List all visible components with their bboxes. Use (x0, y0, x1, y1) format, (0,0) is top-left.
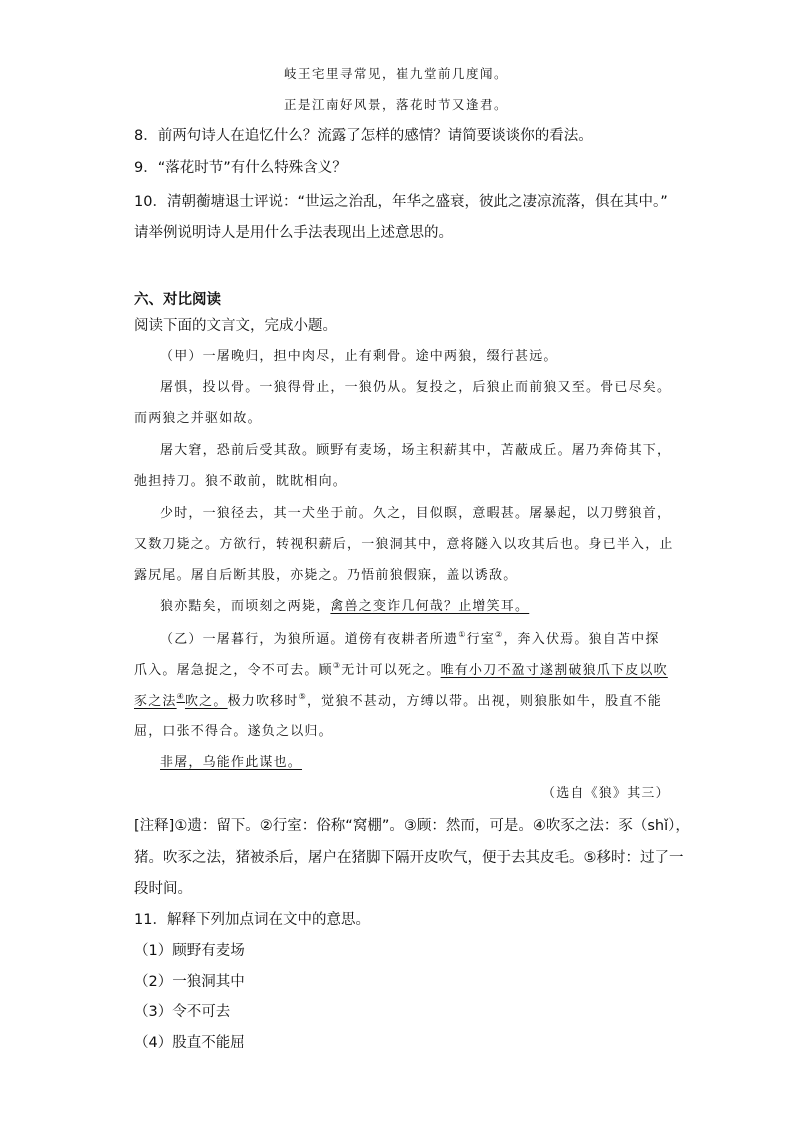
passage-yi-line-3-underlined-a: 豕之法 (134, 694, 177, 709)
passage-jia-p4-line-1: 少时，一狼径去，其一犬坐于前。久之，目似瞑，意暇甚。屠暴起，以刀劈狼首， (160, 506, 672, 521)
passage-yi-line-1 (160, 631, 660, 646)
passage-jia-p4-line-3: 露尻尾。屠自后断其股，亦毙之。乃悟前狼假寐，盖以诱敌。 (134, 568, 518, 583)
passage-yi-line-5: 非屠，乌能作此谋也。 (160, 755, 303, 770)
notes-line-1: [注释]①遗：留下。②行室：俗称“窝棚”。③顾：然而，可是。④吹豕之法：豕（shǐ）， (134, 818, 690, 834)
question-11-stem: 11．解释下列加点词在文中的意思。 (134, 912, 370, 928)
passage-jia-p5-underlined: 禽兽之变诈几何哉？止增笑耳。 (330, 599, 530, 614)
passage-jia-p5 (160, 600, 529, 613)
notes-line-3: 段时间。 (134, 881, 192, 897)
passage-yi-line-2-underlined: 唯有小刀不盈寸遂割破狼爪下皮以吹 (440, 663, 668, 678)
source-citation: （选自《狼》其三） (542, 786, 670, 801)
notes-line-2: 猪。吹豕之法，猪被杀后，屠户在猪脚下隔开皮吹气，便于去其皮毛。⑤移时：过了一 (134, 850, 684, 866)
question-11-item-3: （3）令不可去 (134, 1004, 231, 1020)
passage-yi-line-1-b: 行室 (466, 632, 495, 647)
passage-jia-p3-line-2: 弛担持刀。狼不敢前，眈眈相向。 (134, 474, 348, 489)
section-instruction: 阅读下面的文言文，完成小题。 (134, 318, 337, 334)
passage-jia-p5-plain: 狼亦黠矣，而顷刻之两毙， (160, 599, 331, 614)
passage-jia-p2-line-1: 屠惧，投以骨。一狼得骨止，一狼仍从。复投之，后狼止而前狼又至。骨已尽矣。 (160, 380, 672, 395)
passage-jia-p2-line-2: 而两狼之并驱如故。 (134, 411, 262, 426)
note-ref-1: ① (458, 630, 467, 639)
note-ref-4: ④ (176, 692, 185, 701)
note-ref-5: ⑤ (298, 692, 307, 701)
question-11-item-2: （2）一狼洞其中 (134, 974, 245, 990)
passage-yi-line-2-b: 无计可以死之。 (341, 663, 441, 678)
passage-yi-line-3-underlined-b: 吹之。 (184, 694, 228, 709)
passage-jia-p3-line-1: 屠大窘，恐前后受其敌。顾野有麦场，场主积薪其中，苫蔽成丘。屠乃奔倚其下， (160, 443, 672, 458)
poem-line-1: 岐王宅里寻常见，崔九堂前几度闻。 (284, 66, 509, 81)
question-10-line-1: 10．清朝蘅塘退士评说：“世运之治乱，年华之盛衰，彼此之凄凉流落，俱在其中。” (134, 194, 668, 210)
passage-jia-p1: （甲）一屠晚归，担中肉尽，止有剩骨。途中两狼，缀行甚远。 (160, 349, 558, 364)
passage-yi-line-3-b: ，觉狼不甚动，方缚以带。出视，则狼胀如牛，股直不能 (306, 694, 662, 709)
question-11-item-1: （1）顾野有麦场 (134, 943, 245, 959)
poem-line-2: 正是江南好风景，落花时节又逢君。 (284, 97, 509, 112)
passage-yi-line-4: 屈，口张不得合。遂负之以归。 (134, 724, 333, 739)
question-9: 9．“落花时节”有什么特殊含义？ (134, 160, 347, 176)
note-ref-3: ③ (332, 661, 342, 670)
question-10-line-2: 请举例说明诗人是用什么手法表现出上述意思的。 (134, 225, 453, 241)
passage-yi-line-2-a: 爪入。屠急捉之，令不可去。顾 (134, 663, 333, 678)
passage-yi-line-1-c: ，奔入伏焉。狼自苫中探 (503, 632, 660, 647)
passage-yi-line-1-a: （乙）一屠暮行，为狼所逼。道傍有夜耕者所遗 (160, 632, 459, 647)
section-title: 六、对比阅读 (134, 292, 221, 308)
question-8: 8．前两句诗人在追忆什么？流露了怎样的感情？请简要谈谈你的看法。 (134, 128, 593, 144)
passage-yi-line-3 (134, 693, 662, 708)
note-ref-2: ② (494, 630, 504, 639)
passage-yi-line-3-a: 极力吹移时 (227, 694, 299, 709)
passage-yi-line-2 (134, 662, 668, 677)
passage-jia-p4-line-2: 又数刀毙之。方欲行，转视积薪后，一狼洞其中，意将隧入以攻其后也。身已半入，止 (134, 537, 674, 552)
question-11-item-4: （4）股直不能屈 (134, 1035, 245, 1051)
